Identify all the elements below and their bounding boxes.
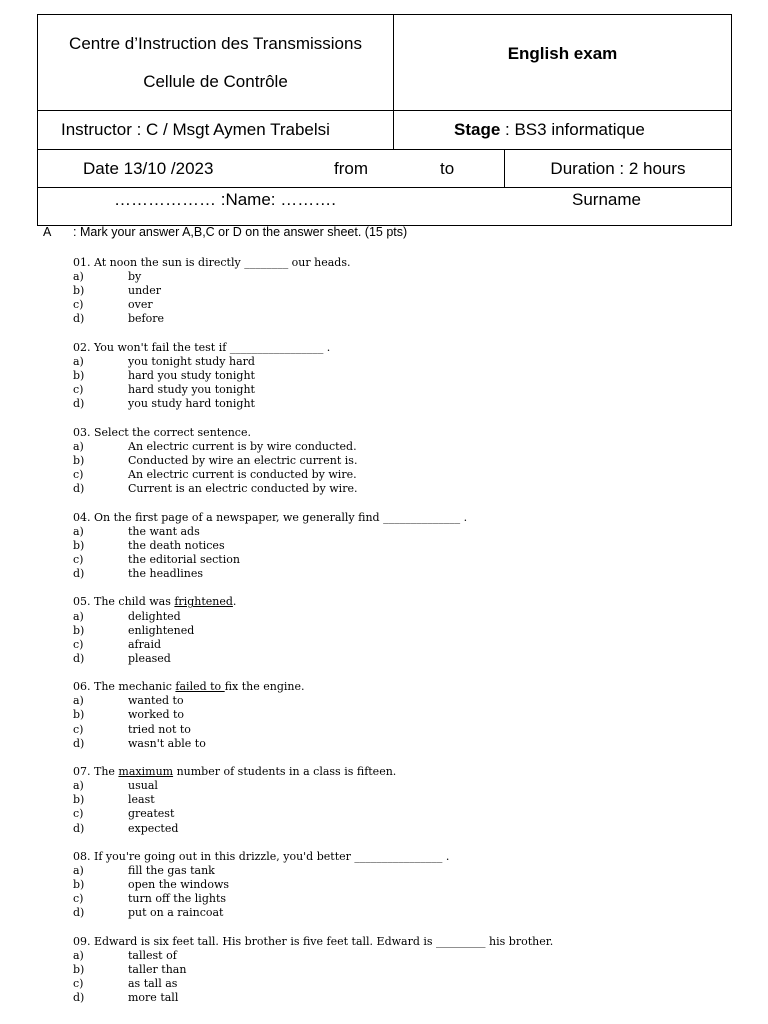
duration: Duration : 2 hours xyxy=(505,150,732,188)
question-item xyxy=(73,595,553,665)
option-letter: c) xyxy=(73,892,84,906)
option-letter: a) xyxy=(73,270,84,284)
question-text: 04. On the first page of a newspaper, we generally find ______________ . xyxy=(73,510,468,524)
option-text: wasn't able to xyxy=(128,736,206,750)
answer-option xyxy=(73,977,553,991)
question-text: 06. The mechanic xyxy=(73,680,176,694)
question-text: number of students in a class is fifteen. xyxy=(173,765,397,779)
question-list xyxy=(73,256,553,1020)
answer-option xyxy=(73,539,553,553)
underlined-word: maximum xyxy=(118,765,174,779)
option-letter: a) xyxy=(73,948,84,962)
option-text: tallest of xyxy=(128,948,177,962)
option-letter: c) xyxy=(73,298,84,312)
organization-name: Centre d’Instruction des Transmissions xyxy=(69,33,362,53)
question-stem xyxy=(73,595,553,609)
name-field: ……………… :Name: ………. xyxy=(114,190,336,209)
surname-field: Surname xyxy=(572,190,641,209)
answer-option xyxy=(73,397,553,411)
answer-option xyxy=(73,454,553,468)
question-stem xyxy=(73,426,553,440)
option-letter: b) xyxy=(73,878,85,892)
option-letter: c) xyxy=(73,468,84,481)
answer-option xyxy=(73,694,553,708)
answer-option xyxy=(73,525,553,539)
section-instruction-text: : Mark your answer A,B,C or D on the answer sheet. (15 pts) xyxy=(73,225,408,239)
option-letter: a) xyxy=(73,524,84,538)
option-text: worked to xyxy=(128,708,185,722)
answer-option xyxy=(73,864,553,878)
option-letter: a) xyxy=(73,609,84,623)
option-letter: b) xyxy=(73,708,85,722)
option-text: fill the gas tank xyxy=(128,864,215,878)
option-letter: d) xyxy=(73,651,85,665)
exam-title: English exam xyxy=(394,15,732,111)
option-letter: c) xyxy=(73,383,84,397)
answer-option xyxy=(73,949,553,963)
question-item xyxy=(73,511,553,581)
option-letter: c) xyxy=(73,637,84,651)
organization-cell xyxy=(38,15,394,111)
option-letter: c) xyxy=(73,722,84,736)
exam-header-table xyxy=(37,14,732,226)
answer-option xyxy=(73,284,553,298)
option-letter: d) xyxy=(73,482,85,496)
answer-option xyxy=(73,468,553,482)
answer-option xyxy=(73,991,553,1005)
question-item xyxy=(73,850,553,920)
option-letter: d) xyxy=(73,906,85,920)
answer-option xyxy=(73,737,553,751)
section-letter: A xyxy=(43,225,52,239)
option-letter: d) xyxy=(73,397,85,411)
option-text: you tonight study hard xyxy=(128,354,255,368)
stage-value: : BS3 informatique xyxy=(500,120,645,139)
question-stem xyxy=(73,341,553,355)
option-text: expected xyxy=(128,821,179,835)
option-text: open the windows xyxy=(128,878,230,892)
option-text: enlightened xyxy=(128,623,195,637)
option-text: afraid xyxy=(128,637,162,651)
option-text: you study hard tonight xyxy=(128,397,255,411)
question-text: . xyxy=(232,595,237,609)
option-text: hard study you tonight xyxy=(128,383,255,397)
option-text: before xyxy=(128,312,165,326)
answer-option xyxy=(73,482,553,496)
answer-option xyxy=(73,878,553,892)
option-text: as tall as xyxy=(128,977,178,991)
option-letter: a) xyxy=(73,694,84,708)
answer-option xyxy=(73,638,553,652)
answer-option xyxy=(73,610,553,624)
answer-option xyxy=(73,906,553,920)
question-stem xyxy=(73,511,553,525)
option-text: wanted to xyxy=(128,694,184,708)
question-text: fix the engine. xyxy=(224,680,305,694)
option-letter: b) xyxy=(73,284,85,298)
answer-option xyxy=(73,383,553,397)
answer-option xyxy=(73,298,553,312)
option-letter: b) xyxy=(73,963,85,977)
answer-option xyxy=(73,624,553,638)
question-text: 02. You won't fail the test if _________________ . xyxy=(73,340,331,354)
option-text: Conducted by wire an electric current is. xyxy=(128,453,358,467)
option-letter: a) xyxy=(73,354,84,368)
option-text: under xyxy=(128,284,161,298)
option-letter: b) xyxy=(73,369,85,383)
question-text: 07. The xyxy=(73,765,119,779)
answer-option xyxy=(73,440,553,454)
question-item xyxy=(73,256,553,326)
question-item xyxy=(73,935,553,1005)
option-text: put on a raincoat xyxy=(128,906,224,920)
option-letter: c) xyxy=(73,552,84,566)
question-stem xyxy=(73,256,553,270)
question-stem xyxy=(73,680,553,694)
underlined-word: failed to xyxy=(175,680,225,694)
option-text: over xyxy=(128,298,153,312)
option-letter: a) xyxy=(73,439,84,453)
answer-option xyxy=(73,312,553,326)
option-letter: d) xyxy=(73,821,85,835)
stage-cell xyxy=(394,111,732,150)
option-letter: a) xyxy=(73,864,84,878)
answer-option xyxy=(73,892,553,906)
question-text: 08. If you're going out in this drizzle, you'd better ________________ . xyxy=(73,850,450,864)
option-text: greatest xyxy=(128,807,175,821)
answer-option xyxy=(73,807,553,821)
question-text: 05. The child was xyxy=(73,595,175,609)
question-text: 09. Edward is six feet tall. His brother is five feet tall. Edward is _________ his brother. xyxy=(73,934,554,948)
date-cell xyxy=(38,150,505,188)
answer-option xyxy=(73,708,553,722)
option-text: taller than xyxy=(128,963,187,977)
question-stem xyxy=(73,765,553,779)
option-text: least xyxy=(128,793,155,807)
answer-option xyxy=(73,779,553,793)
answer-option xyxy=(73,652,553,666)
organization-unit: Cellule de Contrôle xyxy=(143,71,288,91)
option-text: by xyxy=(128,270,142,284)
answer-option xyxy=(73,553,553,567)
from-label: from xyxy=(334,159,368,178)
question-item xyxy=(73,426,553,496)
option-letter: b) xyxy=(73,538,85,552)
question-stem xyxy=(73,850,553,864)
question-item xyxy=(73,765,553,835)
instructor: Instructor : C / Msgt Aymen Trabelsi xyxy=(38,111,394,150)
option-letter: d) xyxy=(73,991,85,1005)
option-text: An electric current is by wire conducted. xyxy=(128,439,357,453)
to-label: to xyxy=(440,159,455,178)
option-text: the editorial section xyxy=(128,552,240,566)
option-text: pleased xyxy=(128,651,171,665)
option-text: turn off the lights xyxy=(128,892,227,906)
answer-option xyxy=(73,567,553,581)
option-text: the want ads xyxy=(128,524,200,538)
answer-option xyxy=(73,355,553,369)
option-letter: d) xyxy=(73,312,85,326)
option-text: the headlines xyxy=(128,566,203,580)
option-letter: b) xyxy=(73,793,85,807)
option-text: more tall xyxy=(128,991,179,1005)
question-item xyxy=(73,680,553,750)
answer-option xyxy=(73,963,553,977)
stage-label: Stage xyxy=(454,120,501,139)
option-letter: c) xyxy=(73,807,84,821)
option-text: hard you study tonight xyxy=(128,369,255,383)
answer-option xyxy=(73,822,553,836)
option-text: An electric current is conducted by wire. xyxy=(128,468,357,481)
option-text: usual xyxy=(128,779,158,793)
option-letter: d) xyxy=(73,566,85,580)
section-instruction xyxy=(43,225,407,239)
option-letter: b) xyxy=(73,453,85,467)
option-text: Current is an electric conducted by wire. xyxy=(128,482,358,496)
question-text: 03. Select the correct sentence. xyxy=(73,425,251,439)
answer-option xyxy=(73,793,553,807)
option-letter: d) xyxy=(73,736,85,750)
name-cell xyxy=(38,188,732,226)
question-item xyxy=(73,341,553,411)
option-text: delighted xyxy=(128,609,181,623)
answer-option xyxy=(73,369,553,383)
answer-option xyxy=(73,723,553,737)
question-text: 01. At noon the sun is directly ________ our heads. xyxy=(73,256,351,269)
question-stem xyxy=(73,935,553,949)
underlined-word: frightened xyxy=(174,595,233,609)
option-text: tried not to xyxy=(128,722,191,736)
option-letter: c) xyxy=(73,977,84,991)
exam-date: Date 13/10 /2023 xyxy=(83,159,214,178)
answer-option xyxy=(73,270,553,284)
option-letter: a) xyxy=(73,779,84,793)
option-text: the death notices xyxy=(128,538,225,552)
option-letter: b) xyxy=(73,623,85,637)
